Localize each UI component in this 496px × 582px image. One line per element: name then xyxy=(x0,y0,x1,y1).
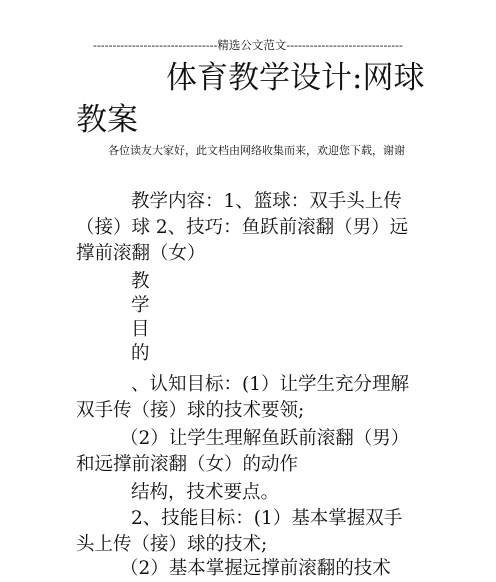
vertical-heading-char: 教 xyxy=(131,271,150,292)
content-line: （2）基本掌握远撑前滚翻的技术 xyxy=(120,558,391,579)
vertical-heading-char: 目 xyxy=(131,319,150,340)
content-line: （2）让学生理解鱼跃前滚翻（男） xyxy=(120,428,410,449)
vertical-heading-char: 的 xyxy=(131,343,150,364)
content-line: 双手传（接）球的技术要领; xyxy=(76,400,305,421)
vertical-heading-char: 学 xyxy=(131,295,150,316)
greeting-note: 各位读友大家好，此文档由网络收集而来，欢迎您下载，谢谢 xyxy=(108,144,405,157)
content-line: 、认知目标：(1）让学生充分理解 xyxy=(131,374,409,395)
document-title-line-2: 教案 xyxy=(76,102,138,138)
content-line: 结构，技术要点。 xyxy=(131,482,280,503)
content-line: 头上传（接）球的技术; xyxy=(76,534,268,555)
content-line: 教学内容：1、篮球：双手头上传 xyxy=(131,191,402,212)
content-line: 和远撑前滚翻（女）的动作 xyxy=(76,454,299,475)
header-banner: --------------------------------精选公文范文------------------------------ xyxy=(93,38,403,52)
content-line: 撑前滚翻（女） xyxy=(76,243,206,264)
content-line: 2、技能目标：(1）基本掌握双手 xyxy=(131,508,403,529)
content-line: （接）球 2、技巧：鱼跃前滚翻（男）远 xyxy=(76,217,409,238)
document-title-line-1: 体育教学设计:网球 xyxy=(166,60,425,96)
